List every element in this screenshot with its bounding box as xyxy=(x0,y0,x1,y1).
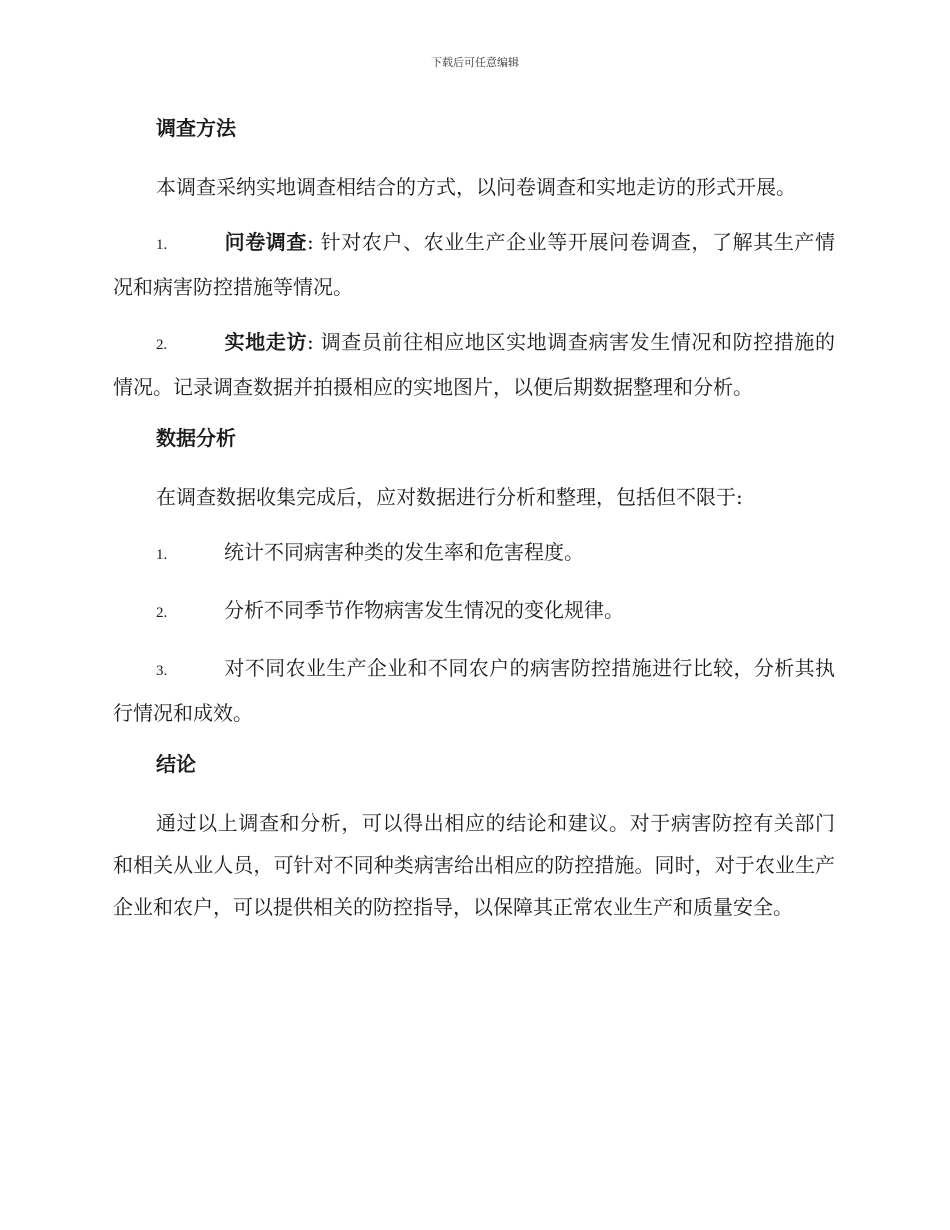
method-intro-paragraph: 本调查采纳实地调查相结合的方式，以问卷调查和实地走访的形式开展。 xyxy=(156,175,796,199)
document-body xyxy=(113,111,835,941)
term-separator: : xyxy=(306,330,314,354)
analysis-intro-paragraph: 在调查数据收集完成后，应对数据进行分析和整理，包括但不限于: xyxy=(156,485,743,509)
list-number: 1. xyxy=(156,237,168,253)
list-text: 统计不同病害种类的发生率和危害程度。 xyxy=(224,540,584,564)
list-text: 针对农户、农业生产企业等开展问卷调查，了解其生产情况和病害防控措施等情况。 xyxy=(113,230,836,299)
list-text: 分析不同季节作物病害发生情况的变化规律。 xyxy=(224,598,624,622)
analysis-list-item xyxy=(113,589,835,634)
analysis-list-item xyxy=(113,531,835,576)
section-heading-conclusion: 结论 xyxy=(156,752,196,776)
list-term: 实地走访 xyxy=(224,330,307,354)
section-heading-analysis: 数据分析 xyxy=(156,426,236,450)
term-separator: : xyxy=(306,230,314,254)
list-term: 问卷调查 xyxy=(224,230,307,254)
list-number: 2. xyxy=(156,337,168,353)
list-number: 1. xyxy=(156,547,168,563)
list-text: 调查员前往相应地区实地调查病害发生情况和防控措施的情况。记录调查数据并拍摄相应的实地图片，以便后期数据整理和分析。 xyxy=(113,330,836,399)
conclusion-paragraph: 通过以上调查和分析，可以得出相应的结论和建议。对于病害防控有关部门和相关从业人员，可针对不同种类病害给出相应的防控措施。同时，对于农业生产企业和农户，可以提供相关的防控指导，以保障其正常农业生产和质量安全。 xyxy=(113,811,835,919)
section-heading-method: 调查方法 xyxy=(156,116,236,140)
method-list-item xyxy=(113,221,835,308)
list-text: 对不同农业生产企业和不同农户的病害防控措施进行比较，分析其执行情况和成效。 xyxy=(113,656,835,725)
list-number: 2. xyxy=(156,605,168,621)
method-list-item xyxy=(113,321,835,408)
page-header: 下载后可任意编辑 xyxy=(431,56,519,69)
list-number: 3. xyxy=(156,663,168,679)
analysis-list-item xyxy=(113,647,835,734)
